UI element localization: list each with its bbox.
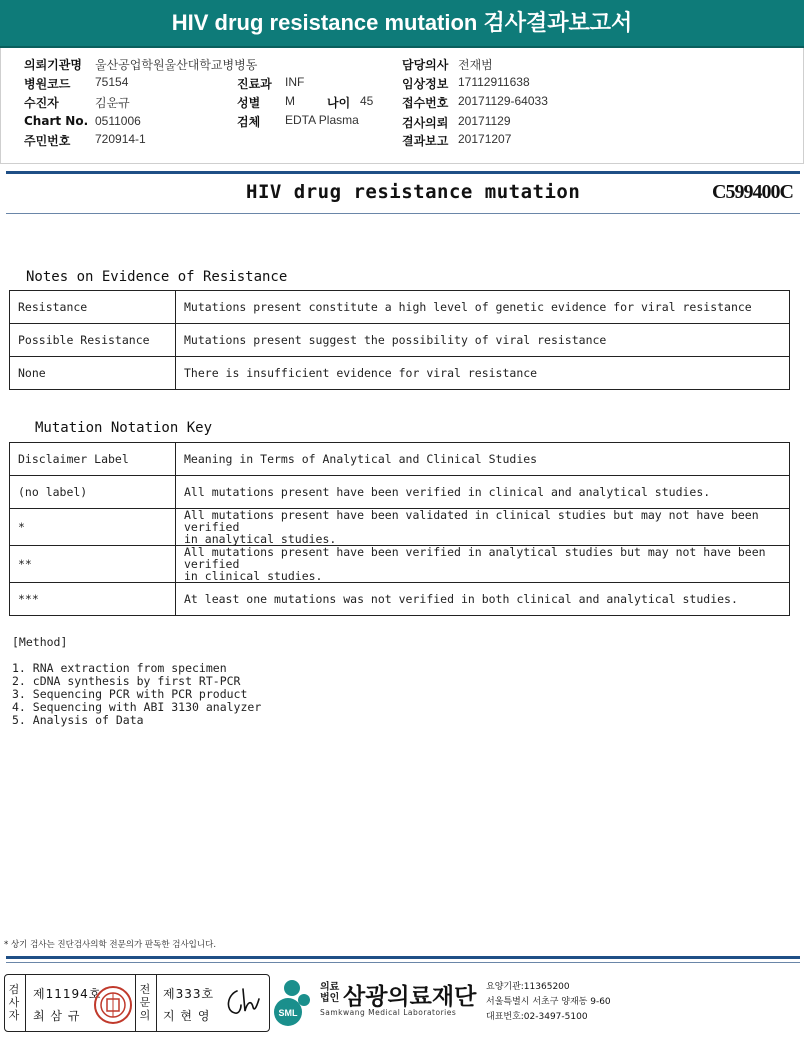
- section-rule-bottom: [6, 213, 800, 214]
- clinical-info-label: 임상정보: [402, 77, 449, 91]
- specimen-label: 검체: [237, 115, 261, 129]
- resistance-text: There is insufficient evidence for viral resistance: [176, 357, 790, 390]
- seal-stamp-icon: [93, 985, 133, 1025]
- physician-label: 담당의사: [402, 58, 449, 72]
- notation-header-label: Disclaimer Label: [10, 443, 176, 476]
- footer-rule: [6, 956, 800, 959]
- examiner-no: 제11194호: [33, 987, 102, 1001]
- chart-no-value: 0511006: [95, 114, 141, 128]
- report-date-value: 20171207: [458, 132, 512, 146]
- table-row: [10, 583, 790, 616]
- age-value: 45: [360, 94, 374, 108]
- receipt-no-value: 20171129-64033: [458, 94, 548, 108]
- signature-divider: [156, 975, 157, 1031]
- method-step: 3. Sequencing PCR with PCR product: [12, 687, 248, 701]
- patient-name-label: 수진자: [24, 96, 59, 110]
- resistance-text: Mutations present suggest the possibility of viral resistance: [176, 324, 790, 357]
- lab-prefix: [320, 982, 339, 1004]
- resistance-label: None: [10, 357, 176, 390]
- resident-no-value: 720914-1: [95, 132, 146, 146]
- section-rule-top: [6, 171, 800, 174]
- footnote: * 상기 검사는 진단검사의학 전문의가 판독한 검사입니다.: [4, 940, 217, 950]
- resistance-label: Resistance: [10, 291, 176, 324]
- handwritten-signature-icon: [223, 985, 265, 1019]
- sex-label: 성별: [237, 96, 261, 110]
- table-row: [10, 546, 790, 583]
- notation-key-table: [9, 442, 790, 616]
- resistance-notes-title: Notes on Evidence of Resistance: [26, 269, 288, 285]
- request-date-label: 검사의뢰: [402, 116, 449, 130]
- table-row: [10, 357, 790, 390]
- specialist-name: 지 현 영: [163, 1009, 211, 1023]
- notation-text-line: All mutations present have been verified in analytical studies but may not have been verified: [184, 545, 766, 571]
- hospital-code-label: 병원코드: [24, 77, 71, 91]
- specialist-no: 제333호: [163, 987, 215, 1001]
- request-date-value: 20171129: [458, 114, 511, 128]
- clinical-info-value: 17112911638: [458, 75, 530, 89]
- signature-divider: [135, 975, 136, 1031]
- resident-no-label: 주민번호: [24, 134, 71, 148]
- resistance-text: Mutations present constitute a high level of genetic evidence for viral resistance: [176, 291, 790, 324]
- notation-label: *: [10, 509, 176, 546]
- notation-key-title: Mutation Notation Key: [35, 420, 213, 436]
- table-row: [10, 291, 790, 324]
- method-title: [Method]: [12, 635, 68, 649]
- table-row: [10, 324, 790, 357]
- hospital-code-value: 75154: [95, 75, 129, 89]
- examiner-label: 검사자: [8, 983, 20, 1022]
- lab-logo-text: SML: [278, 1008, 298, 1018]
- lab-logo-icon: [270, 978, 316, 1028]
- table-row: [10, 443, 790, 476]
- notation-header-text: Meaning in Terms of Analytical and Clinical Studies: [176, 443, 790, 476]
- examiner-vertical-label: [7, 983, 21, 1022]
- patient-name-value: 김운규: [95, 96, 130, 110]
- notation-text: [176, 583, 790, 616]
- section-title: HIV drug resistance mutation: [246, 181, 581, 203]
- notation-text-line: At least one mutations was not verified in both clinical and analytical studies.: [184, 592, 738, 606]
- notation-text-line: All mutations present have been validated in clinical studies but may not have been verified: [184, 508, 759, 534]
- section-code: C599400C: [712, 181, 793, 203]
- report-title: HIV drug resistance mutation 검사결과보고서: [0, 0, 804, 48]
- notation-label: ***: [10, 583, 176, 616]
- lab-prefix-line: 의료: [320, 982, 340, 993]
- lab-phone: 대표번호:02-3497-5100: [486, 1012, 588, 1022]
- method-step: 1. RNA extraction from specimen: [12, 661, 227, 675]
- specialist-vertical-label: [138, 983, 152, 1022]
- notation-text-line: All mutations present have been verified in clinical and analytical studies.: [184, 485, 711, 499]
- lab-agency-no: 요양기관:11365200: [486, 982, 570, 992]
- footer-rule-thin: [6, 962, 800, 963]
- signature-divider: [25, 975, 26, 1031]
- department-label: 진료과: [237, 77, 272, 91]
- examiner-name: 최 삼 규: [33, 1009, 81, 1023]
- method-step: 2. cDNA synthesis by first RT-PCR: [12, 674, 241, 688]
- notation-text: [176, 509, 790, 546]
- notation-text-line: in clinical studies.: [184, 569, 323, 583]
- table-row: [10, 476, 790, 509]
- lab-name-english: Samkwang Medical Laboratories: [320, 1008, 457, 1017]
- specialist-label: 전문의: [139, 983, 151, 1022]
- notation-text: [176, 476, 790, 509]
- notation-text: [176, 546, 790, 583]
- signature-box: [4, 974, 270, 1032]
- method-step: 5. Analysis of Data: [12, 713, 144, 727]
- sex-value: M: [285, 94, 295, 108]
- lab-prefix-line: 법인: [320, 993, 340, 1004]
- receipt-no-label: 접수번호: [402, 96, 449, 110]
- lab-name: 삼광의료재단: [343, 984, 477, 1010]
- institution-value: 울산공업학원울산대학교병병동: [95, 58, 258, 72]
- method-list: [12, 662, 261, 727]
- physician-value: 전재범: [458, 58, 493, 72]
- resistance-label: Possible Resistance: [10, 324, 176, 357]
- age-label: 나이: [327, 96, 351, 110]
- specimen-value: EDTA Plasma: [285, 113, 359, 127]
- notation-label: **: [10, 546, 176, 583]
- department-value: INF: [285, 75, 305, 89]
- lab-contact: [486, 980, 611, 1025]
- resistance-notes-table: [9, 290, 790, 390]
- lab-address: 서울특별시 서초구 양재동 9-60: [486, 997, 611, 1007]
- institution-label: 의뢰기관명: [24, 58, 82, 72]
- notation-text-line: in analytical studies.: [184, 532, 337, 546]
- table-row: [10, 509, 790, 546]
- method-step: 4. Sequencing with ABI 3130 analyzer: [12, 700, 262, 714]
- notation-label: (no label): [10, 476, 176, 509]
- report-date-label: 결과보고: [402, 134, 449, 148]
- chart-no-label: Chart No.: [24, 114, 89, 128]
